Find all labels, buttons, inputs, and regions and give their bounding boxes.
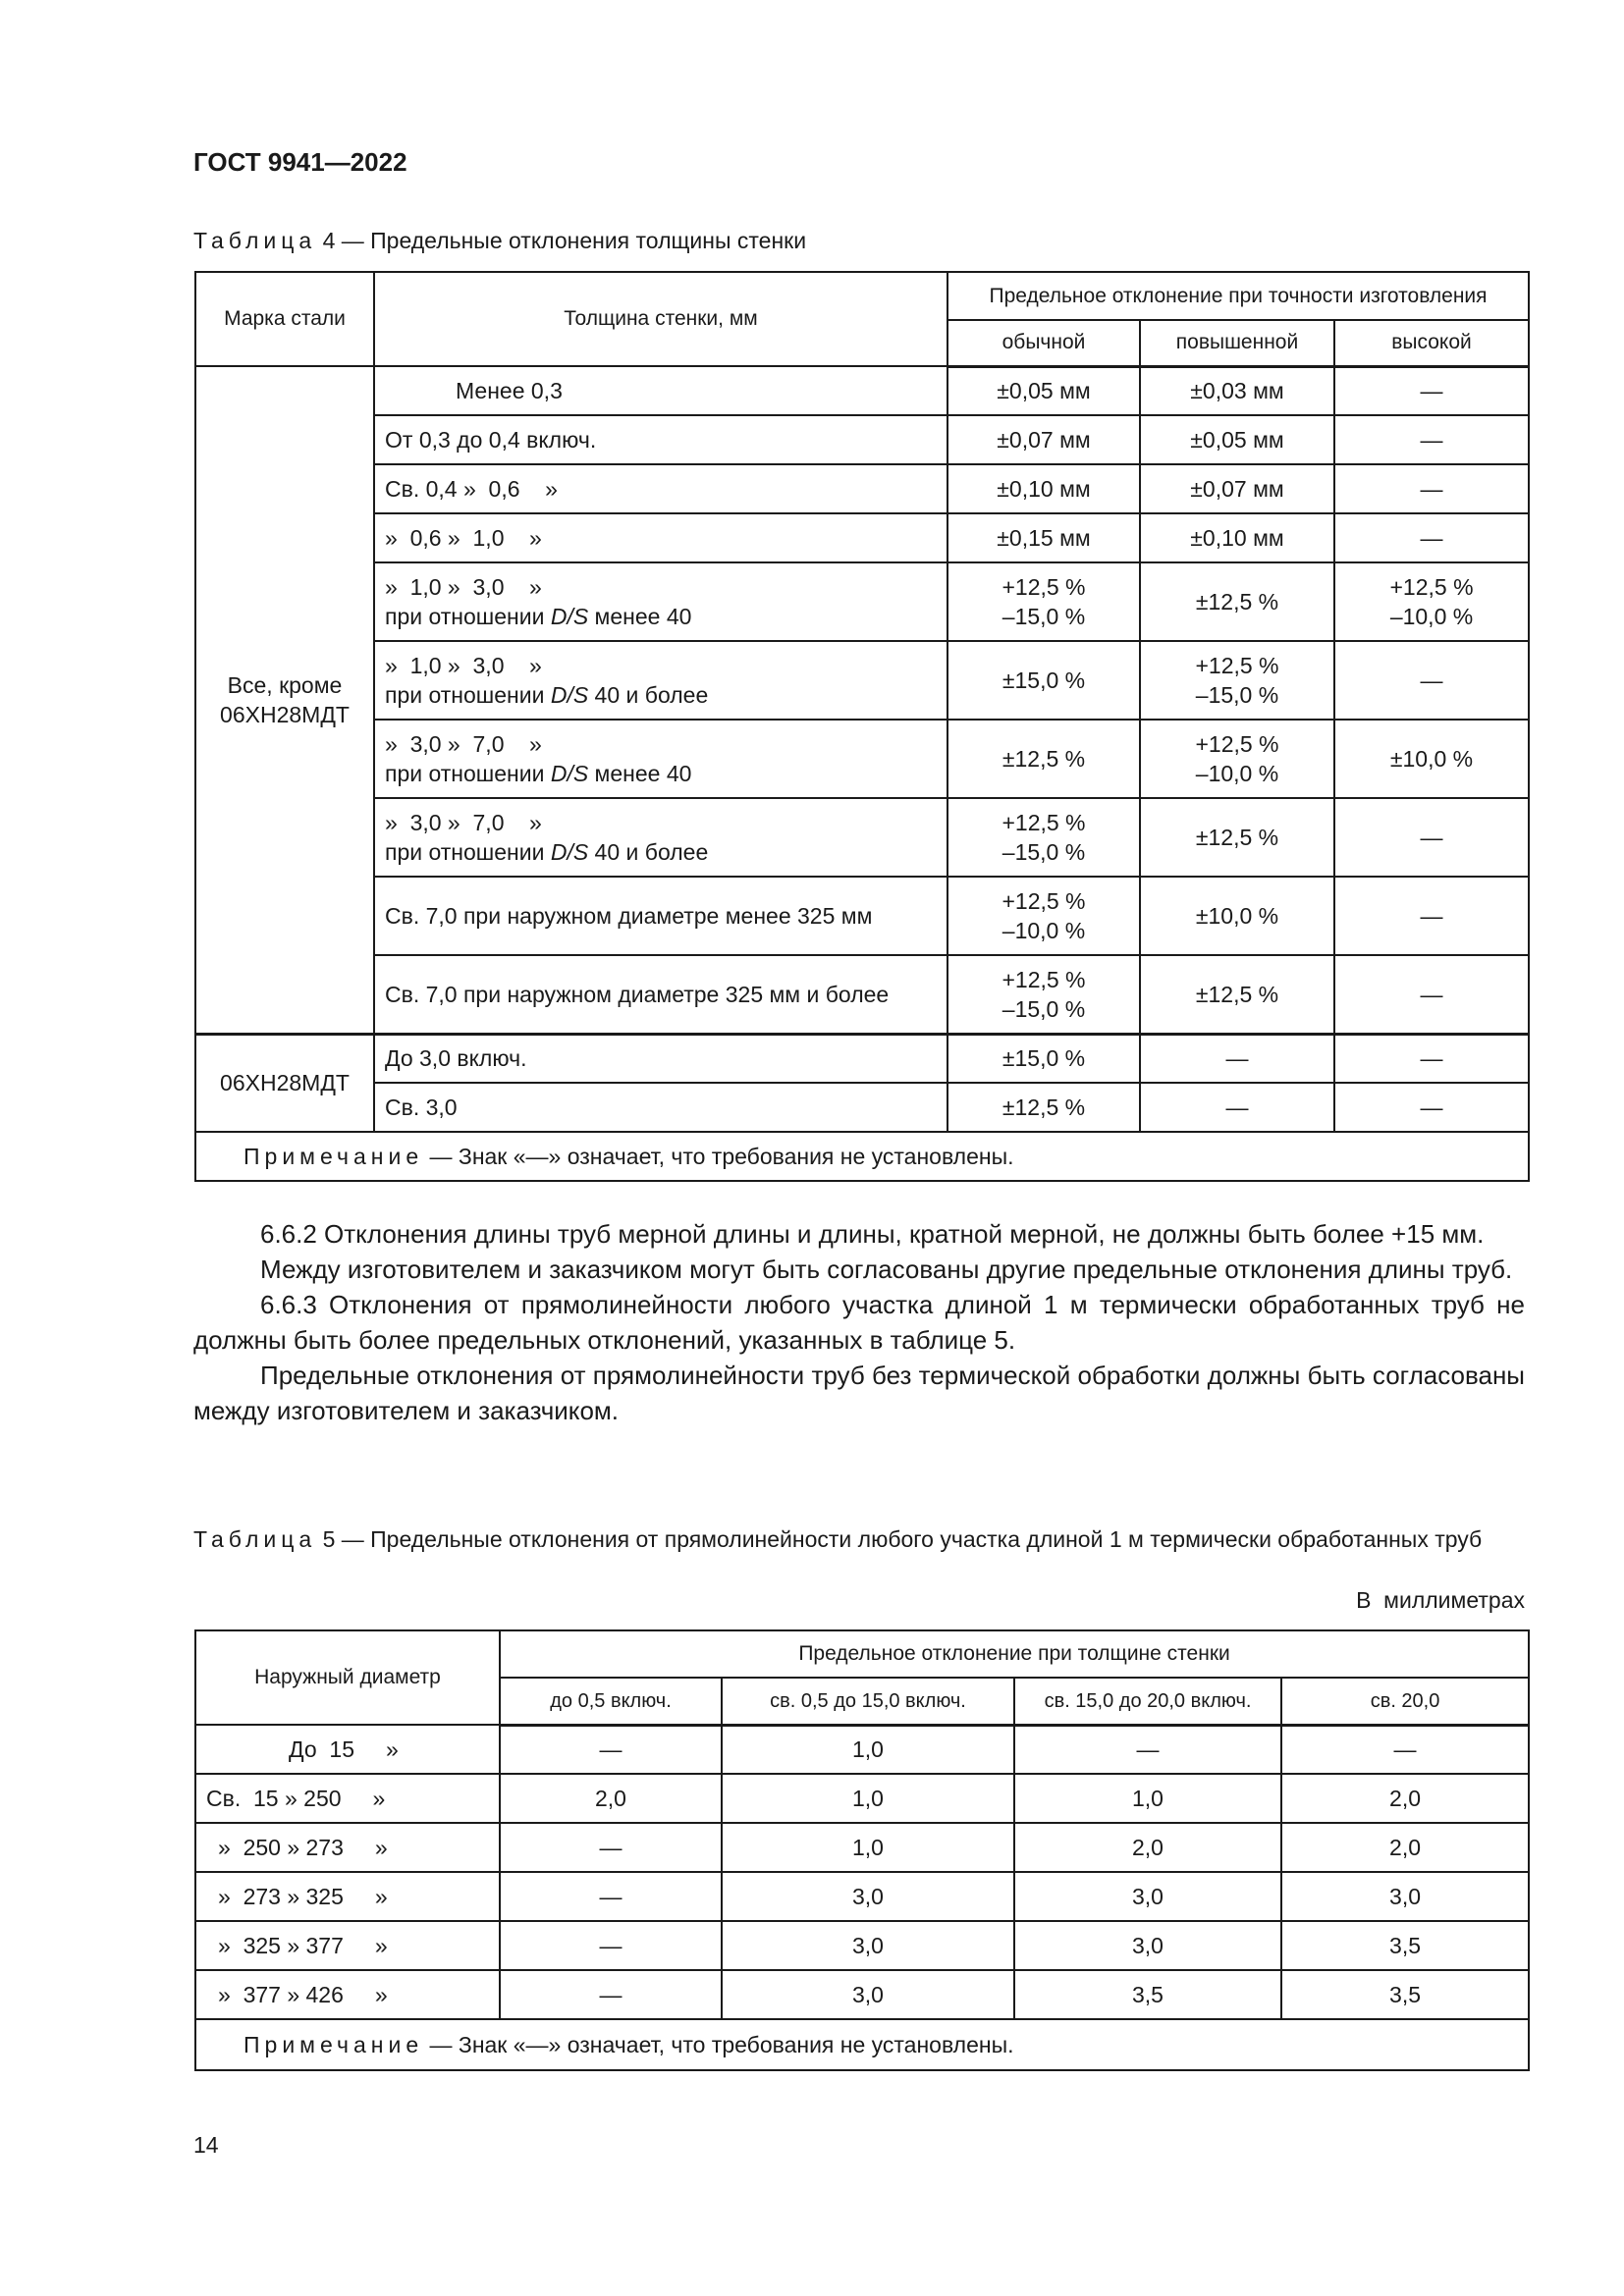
increased-cell: ±12,5 % [1140, 562, 1334, 641]
note-text: — Знак «—» означает, что требования не установлены. [423, 2032, 1014, 2057]
paragraph: Предельные отклонения от прямолинейности труб без термической обработки должны быть согласованы между изготовителем и заказчиком. [193, 1361, 1525, 1425]
value-cell: 2,0 [1014, 1823, 1281, 1872]
increased-cell [1140, 720, 1334, 798]
value-line: –10,0 % [1389, 604, 1474, 629]
table-row [195, 1083, 1529, 1132]
value-cell: 1,0 [722, 1823, 1014, 1872]
ratio-symbol: D/S [550, 604, 589, 629]
value-cell: — [500, 1970, 722, 2019]
value-cell: 2,0 [500, 1774, 722, 1823]
normal-cell: ±12,5 % [947, 720, 1140, 798]
document-code: ГОСТ 9941—2022 [193, 147, 407, 177]
increased-cell: ±12,5 % [1140, 798, 1334, 877]
table-row [195, 1823, 1529, 1872]
table-row [195, 720, 1529, 798]
value-line: +12,5 % [1001, 966, 1086, 992]
table-row [195, 464, 1529, 513]
table5 [194, 1629, 1530, 2071]
value-cell: 3,0 [1014, 1872, 1281, 1921]
table4-note [195, 1132, 1529, 1181]
table-row [195, 798, 1529, 877]
value-cell: 3,5 [1281, 1970, 1529, 2019]
note-prefix: Примечание [244, 1144, 424, 1169]
ratio-text: при отношении [385, 761, 551, 786]
table-row [195, 1921, 1529, 1970]
note-prefix: Примечание [244, 2032, 424, 2057]
thickness-range: » 1,0 » 3,0 » [385, 653, 542, 678]
increased-cell: ±0,03 мм [1140, 366, 1334, 415]
table5-header-col2: св. 0,5 до 15,0 включ. [722, 1678, 1014, 1725]
high-cell: — [1334, 798, 1529, 877]
table5-header-col1: до 0,5 включ. [500, 1678, 722, 1725]
diameter-cell: Св. 15 » 250 » [195, 1774, 500, 1823]
increased-cell [1140, 641, 1334, 720]
table5-header-deviation: Предельное отклонение при толщине стенки [500, 1630, 1529, 1678]
paragraph: 6.6.2 Отклонения длины труб мерной длины и длины, кратной мерной, не должны быть более +15 мм. [260, 1219, 1485, 1249]
increased-cell: — [1140, 1034, 1334, 1083]
thickness-cell [374, 720, 947, 798]
value-line: –15,0 % [1001, 839, 1086, 865]
normal-cell: ±0,15 мм [947, 513, 1140, 562]
normal-cell: ±0,07 мм [947, 415, 1140, 464]
diameter-cell: » 273 » 325 » [195, 1872, 500, 1921]
table5-header-diameter: Наружный диаметр [195, 1630, 500, 1725]
table5-caption-prefix: Таблица [193, 1526, 317, 1552]
note-text: — Знак «—» означает, что требования не установлены. [423, 1144, 1014, 1169]
body-text [193, 1216, 1525, 1428]
paragraph: 6.6.3 Отклонения от прямолинейности любого участка длиной 1 м термически обработанных труб не должны быть более предельных отклонений, указанных в таблице 5. [193, 1290, 1525, 1355]
table4-caption-text: 4 — Предельные отклонения толщины стенки [316, 228, 807, 253]
thickness-cell: До 3,0 включ. [374, 1034, 947, 1083]
increased-cell: ±0,07 мм [1140, 464, 1334, 513]
ratio-text: 40 и более [588, 682, 709, 708]
ratio-symbol: D/S [550, 682, 589, 708]
table4-grade-all-except [195, 366, 374, 1034]
table4 [194, 271, 1530, 1182]
normal-cell [947, 877, 1140, 955]
increased-cell: ±10,0 % [1140, 877, 1334, 955]
normal-cell: ±15,0 % [947, 641, 1140, 720]
normal-cell [947, 955, 1140, 1034]
value-line: –10,0 % [1001, 918, 1086, 943]
table-row [195, 562, 1529, 641]
table-row [195, 877, 1529, 955]
high-cell: — [1334, 877, 1529, 955]
value-line: +12,5 % [1389, 574, 1474, 600]
ratio-symbol: D/S [550, 761, 589, 786]
value-cell: 3,5 [1014, 1970, 1281, 2019]
normal-cell [947, 798, 1140, 877]
value-line: +12,5 % [1001, 888, 1086, 914]
value-cell: 1,0 [722, 1725, 1014, 1774]
value-line: –15,0 % [1001, 995, 1086, 1022]
normal-cell: ±15,0 % [947, 1034, 1140, 1083]
high-cell: — [1334, 513, 1529, 562]
high-cell: — [1334, 641, 1529, 720]
value-line: +12,5 % [1195, 653, 1279, 678]
normal-cell: ±0,05 мм [947, 366, 1140, 415]
thickness-cell: Св. 0,4 » 0,6 » [374, 464, 947, 513]
high-cell: — [1334, 415, 1529, 464]
value-cell: 3,0 [722, 1872, 1014, 1921]
increased-cell: ±0,10 мм [1140, 513, 1334, 562]
table-row [195, 415, 1529, 464]
page-number: 14 [193, 2132, 219, 2158]
diameter-cell: » 250 » 273 » [195, 1823, 500, 1872]
table5-note [195, 2019, 1529, 2070]
table-row [195, 1725, 1529, 1774]
table5-units: В миллиметрах [1356, 1587, 1525, 1613]
table4-header-thickness: Толщина стенки, мм [374, 272, 947, 366]
ratio-text: 40 и более [588, 839, 709, 865]
thickness-cell: Менее 0,3 [374, 366, 947, 415]
value-line: +12,5 % [1195, 731, 1279, 757]
table-row [195, 641, 1529, 720]
table-row [195, 1970, 1529, 2019]
value-cell: 2,0 [1281, 1823, 1529, 1872]
normal-cell: ±0,10 мм [947, 464, 1140, 513]
table4-header-grade: Марка стали [195, 272, 374, 366]
value-cell: 3,5 [1281, 1921, 1529, 1970]
value-cell: 3,0 [722, 1921, 1014, 1970]
value-line: –15,0 % [1001, 604, 1086, 629]
table4-header-high: высокой [1334, 320, 1529, 366]
table4-header-increased: повышенной [1140, 320, 1334, 366]
value-cell: 3,0 [1014, 1921, 1281, 1970]
table4-grade-06xn28mdt: 06ХН28МДТ [195, 1034, 374, 1132]
value-line: –10,0 % [1195, 761, 1279, 786]
high-cell: — [1334, 955, 1529, 1034]
high-cell [1334, 562, 1529, 641]
diameter-cell: До 15 » [195, 1725, 500, 1774]
value-line: +12,5 % [1001, 810, 1086, 835]
high-cell: — [1334, 1034, 1529, 1083]
high-cell: — [1334, 366, 1529, 415]
ratio-text: при отношении [385, 682, 551, 708]
table5-caption-text: 5 — Предельные отклонения от прямолинейности любого участка длиной 1 м термически обработанных труб [316, 1526, 1483, 1552]
thickness-cell: » 0,6 » 1,0 » [374, 513, 947, 562]
thickness-cell: Св. 7,0 при наружном диаметре менее 325 мм [374, 877, 947, 955]
value-cell: — [500, 1872, 722, 1921]
value-cell: — [500, 1725, 722, 1774]
value-cell: 2,0 [1281, 1774, 1529, 1823]
increased-cell: ±0,05 мм [1140, 415, 1334, 464]
thickness-range: » 1,0 » 3,0 » [385, 574, 542, 600]
table-row [195, 1034, 1529, 1083]
increased-cell: — [1140, 1083, 1334, 1132]
thickness-range: » 3,0 » 7,0 » [385, 810, 542, 835]
value-cell: — [1014, 1725, 1281, 1774]
ratio-text: при отношении [385, 604, 551, 629]
high-cell: ±10,0 % [1334, 720, 1529, 798]
paragraph: Между изготовителем и заказчиком могут быть согласованы другие предельные отклонения длины труб. [260, 1255, 1513, 1284]
high-cell: — [1334, 1083, 1529, 1132]
thickness-cell: Св. 7,0 при наружном диаметре 325 мм и более [374, 955, 947, 1034]
table-row [195, 1872, 1529, 1921]
table4-caption-prefix: Таблица [193, 228, 317, 253]
grade-line: 06ХН28МДТ [220, 701, 350, 727]
ratio-text: менее 40 [588, 604, 692, 629]
value-cell: — [500, 1823, 722, 1872]
table5-header-col4: св. 20,0 [1281, 1678, 1529, 1725]
diameter-cell: » 325 » 377 » [195, 1921, 500, 1970]
thickness-cell [374, 641, 947, 720]
diameter-cell: » 377 » 426 » [195, 1970, 500, 2019]
grade-line: Все, кроме [227, 671, 343, 698]
table5-caption [193, 1524, 1525, 1555]
value-line: +12,5 % [1001, 574, 1086, 600]
thickness-cell [374, 562, 947, 641]
value-cell: 1,0 [722, 1774, 1014, 1823]
thickness-cell [374, 798, 947, 877]
ratio-symbol: D/S [550, 839, 589, 865]
value-cell: 3,0 [1281, 1872, 1529, 1921]
value-line: –15,0 % [1195, 682, 1279, 708]
table-row [195, 1774, 1529, 1823]
table-row [195, 955, 1529, 1034]
table4-header-deviation: Предельное отклонение при точности изготовления [947, 272, 1529, 320]
normal-cell: ±12,5 % [947, 1083, 1140, 1132]
table5-header-col3: св. 15,0 до 20,0 включ. [1014, 1678, 1281, 1725]
normal-cell [947, 562, 1140, 641]
table-row [195, 513, 1529, 562]
value-cell: — [500, 1921, 722, 1970]
ratio-text: менее 40 [588, 761, 692, 786]
table4-caption [193, 226, 806, 256]
value-cell: 3,0 [722, 1970, 1014, 2019]
thickness-cell: Св. 3,0 [374, 1083, 947, 1132]
ratio-text: при отношении [385, 839, 551, 865]
table-row [195, 366, 1529, 415]
increased-cell: ±12,5 % [1140, 955, 1334, 1034]
value-cell: — [1281, 1725, 1529, 1774]
thickness-range: » 3,0 » 7,0 » [385, 731, 542, 757]
thickness-cell: От 0,3 до 0,4 включ. [374, 415, 947, 464]
value-cell: 1,0 [1014, 1774, 1281, 1823]
high-cell: — [1334, 464, 1529, 513]
table4-header-normal: обычной [947, 320, 1140, 366]
